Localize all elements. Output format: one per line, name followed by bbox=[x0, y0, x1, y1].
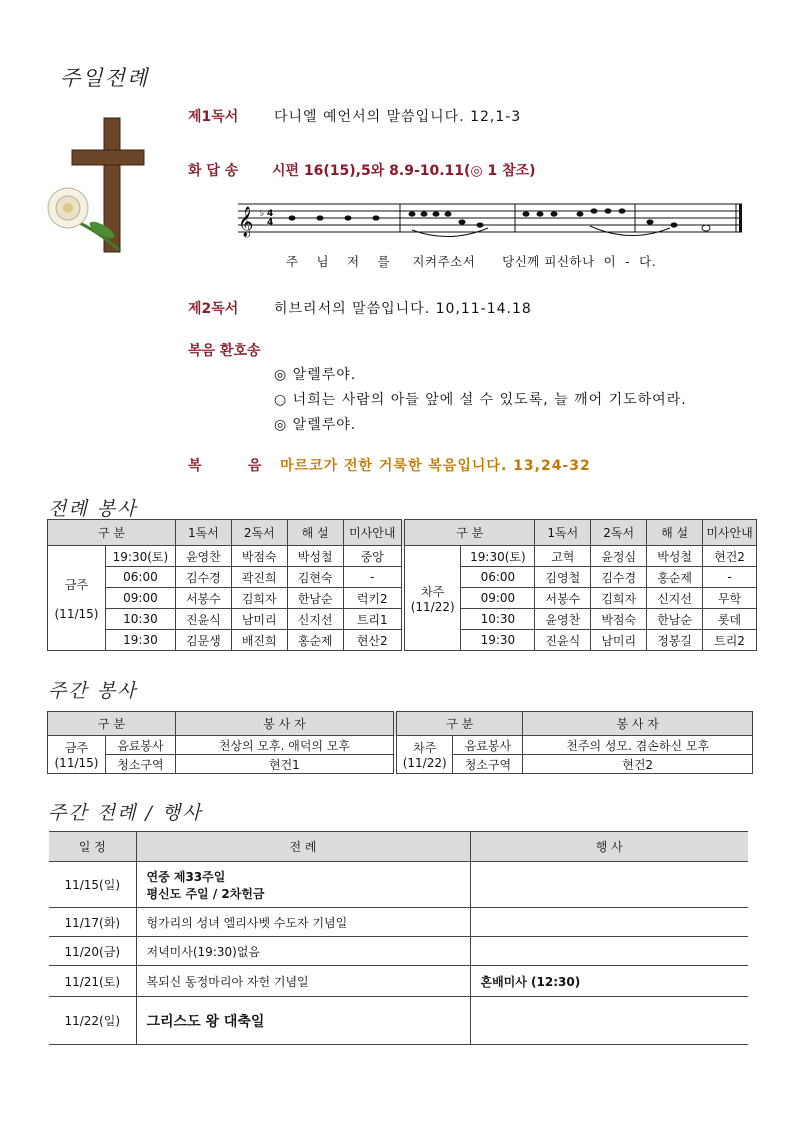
cell: 천주의 성모. 겸손하신 모후 bbox=[523, 736, 753, 755]
table-row bbox=[49, 997, 748, 1045]
event-name bbox=[470, 862, 748, 908]
next-week-cell bbox=[395, 736, 453, 774]
weekly-header-category: 구 분 bbox=[48, 712, 176, 736]
lyric: 다. bbox=[639, 254, 657, 269]
next-week-date: (11/22) bbox=[410, 599, 455, 614]
table-row bbox=[48, 567, 757, 588]
lyric: 나 bbox=[582, 254, 595, 269]
cell: 19:30(토) bbox=[461, 546, 535, 567]
cell: 윤영찬 bbox=[175, 546, 231, 567]
cell: 김희자 bbox=[231, 588, 287, 609]
cell: - bbox=[343, 567, 403, 588]
cell: 06:00 bbox=[461, 567, 535, 588]
cell: 남미리 bbox=[231, 609, 287, 630]
event-date: 11/17(화) bbox=[49, 908, 136, 937]
cell: 신지선 bbox=[647, 588, 703, 609]
acclamation-line-3: ◎ 알렐루야. bbox=[274, 417, 357, 433]
cell: 고혁 bbox=[535, 546, 591, 567]
cell: 청소구역 bbox=[453, 755, 523, 774]
lyric: 주 bbox=[437, 254, 451, 269]
next-week-label: 차주 bbox=[421, 584, 445, 599]
this-week-cell bbox=[48, 546, 106, 651]
events-header-event: 행 사 bbox=[470, 832, 748, 862]
cell: 김수경 bbox=[175, 567, 231, 588]
cell: 럭키2 bbox=[343, 588, 403, 609]
reading1-text: 다니엘 예언서의 말씀입니다. 12,1-3 bbox=[274, 109, 522, 125]
service-table bbox=[47, 519, 757, 651]
cell: 홍순제 bbox=[287, 630, 343, 651]
cell: 10:30 bbox=[461, 609, 535, 630]
acclamation-line-2: ○ 너희는 사람의 아들 앞에 설 수 있도록, 늘 깨어 기도하여라. bbox=[274, 392, 687, 408]
cell: 김수경 bbox=[591, 567, 647, 588]
cell: 김문생 bbox=[175, 630, 231, 651]
table-row bbox=[49, 966, 748, 997]
table-row bbox=[48, 588, 757, 609]
cell: 홍순제 bbox=[647, 567, 703, 588]
cell: 19:30 bbox=[461, 630, 535, 651]
psalm-music-staff bbox=[230, 190, 750, 254]
cell: 박성철 bbox=[647, 546, 703, 567]
event-name bbox=[470, 908, 748, 937]
cell: 무학 bbox=[703, 588, 757, 609]
service-header-reading1: 1독서 bbox=[535, 520, 591, 546]
cell: 06:00 bbox=[105, 567, 175, 588]
cell: 음료봉사 bbox=[453, 736, 523, 755]
cell: 박점숙 bbox=[231, 546, 287, 567]
lyric: 피 bbox=[544, 254, 557, 269]
service-header-commentary: 해 설 bbox=[287, 520, 343, 546]
next-week-date: (11/22) bbox=[402, 756, 447, 770]
event-liturgy-line1: 연중 제33주일 bbox=[146, 869, 226, 884]
cross-flower-illustration bbox=[44, 112, 148, 254]
cell: 곽진희 bbox=[231, 567, 287, 588]
cell: 현건1 bbox=[175, 755, 395, 774]
cell: 서봉수 bbox=[175, 588, 231, 609]
lyric: 당 bbox=[502, 254, 515, 269]
this-week-label: 금주 bbox=[64, 741, 89, 755]
lyric: 를 bbox=[377, 254, 391, 269]
cell: 청소구역 bbox=[105, 755, 175, 774]
event-liturgy: 그리스도 왕 대축일 bbox=[136, 997, 470, 1045]
lyric: 서 bbox=[462, 254, 476, 269]
service-heading: 전례 봉사 bbox=[48, 498, 138, 520]
cell: 한남순 bbox=[287, 588, 343, 609]
cell: 박성철 bbox=[287, 546, 343, 567]
cell: 현건2 bbox=[703, 546, 757, 567]
events-table bbox=[49, 831, 748, 1045]
weekly-table bbox=[47, 711, 753, 774]
event-liturgy: 저녁미사(19:30)없음 bbox=[136, 937, 470, 966]
cell: 김희자 bbox=[591, 588, 647, 609]
cell: - bbox=[703, 567, 757, 588]
svg-text:♭: ♭ bbox=[260, 209, 265, 219]
gospel-label-b: 음 bbox=[248, 458, 262, 474]
lyric: 하 bbox=[569, 254, 583, 269]
cell: 서봉수 bbox=[535, 588, 591, 609]
table-row bbox=[48, 546, 757, 567]
cell: 윤정심 bbox=[591, 546, 647, 567]
cell: 김영철 bbox=[535, 567, 591, 588]
gospel-text: 마르코가 전한 거룩한 복음입니다. 13,24-32 bbox=[280, 458, 591, 474]
weekly-header-volunteer: 봉 사 자 bbox=[523, 712, 753, 736]
event-date: 11/21(토) bbox=[49, 966, 136, 997]
cell: 남미리 bbox=[591, 630, 647, 651]
cell: 음료봉사 bbox=[105, 736, 175, 755]
lyric: 이 bbox=[603, 254, 617, 269]
event-name: 혼배미사 (12:30) bbox=[470, 966, 748, 997]
event-date: 11/15(일) bbox=[49, 862, 136, 908]
cell: 10:30 bbox=[105, 609, 175, 630]
event-liturgy: 복되신 동정마리아 자헌 기념일 bbox=[136, 966, 470, 997]
events-heading: 주간 전례 / 행사 bbox=[48, 802, 203, 824]
acclamation-line-1: ◎ 알렐루야. bbox=[274, 367, 357, 383]
weekly-header-volunteer: 봉 사 자 bbox=[175, 712, 395, 736]
cell: 19:30(토) bbox=[105, 546, 175, 567]
liturgy-heading: 주일전례 bbox=[60, 66, 150, 90]
event-name bbox=[470, 937, 748, 966]
event-liturgy bbox=[136, 862, 470, 908]
cell: 윤영찬 bbox=[535, 609, 591, 630]
event-name bbox=[470, 997, 748, 1045]
event-liturgy-line2: 평신도 주일 / 2차헌금 bbox=[146, 886, 265, 901]
event-date: 11/22(일) bbox=[49, 997, 136, 1045]
cell: 트리1 bbox=[343, 609, 403, 630]
cell: 진윤식 bbox=[175, 609, 231, 630]
table-row bbox=[49, 937, 748, 966]
cell: 신지선 bbox=[287, 609, 343, 630]
cell: 롯데 bbox=[703, 609, 757, 630]
cell: 중앙 bbox=[343, 546, 403, 567]
lyric: 소 bbox=[450, 254, 463, 269]
cell: 한남순 bbox=[647, 609, 703, 630]
service-header-reading2: 2독서 bbox=[591, 520, 647, 546]
gospel-label-a: 복 bbox=[188, 458, 202, 474]
table-row bbox=[48, 609, 757, 630]
lyric: 주 bbox=[286, 254, 299, 269]
events-header-date: 일 정 bbox=[49, 832, 136, 862]
cell: 배진희 bbox=[231, 630, 287, 651]
cell: 현산2 bbox=[343, 630, 403, 651]
service-header-commentary: 해 설 bbox=[647, 520, 703, 546]
cell: 박점숙 bbox=[591, 609, 647, 630]
reading1-label: 제1독서 bbox=[188, 109, 239, 125]
table-row bbox=[48, 630, 757, 651]
reading2-text: 히브리서의 말씀입니다. 10,11-14.18 bbox=[274, 301, 532, 317]
cell: 천상의 모후. 애덕의 모후 bbox=[175, 736, 395, 755]
events-header-liturgy: 전 례 bbox=[136, 832, 470, 862]
service-header-usher: 미사안내 bbox=[703, 520, 757, 546]
lyric: 님 bbox=[316, 254, 330, 269]
next-week-label: 차주 bbox=[413, 741, 437, 755]
psalm-text: 시편 16(15),5와 8.9-10.11(◎ 1 참조) bbox=[272, 163, 536, 179]
event-date: 11/20(금) bbox=[49, 937, 136, 966]
lyric: 켜 bbox=[424, 254, 438, 269]
lyric: 신 bbox=[556, 254, 570, 269]
cell: 정봉길 bbox=[647, 630, 703, 651]
cell: 김현숙 bbox=[287, 567, 343, 588]
psalm-lyrics bbox=[286, 252, 656, 270]
lyric: - bbox=[625, 254, 631, 269]
cell: 트리2 bbox=[703, 630, 757, 651]
event-liturgy: 헝가리의 성녀 엘리사벳 수도자 기념일 bbox=[136, 908, 470, 937]
this-week-label: 금주 bbox=[64, 577, 89, 592]
svg-text:4: 4 bbox=[267, 209, 274, 219]
acclamation-label: 복음 환호송 bbox=[188, 343, 261, 359]
weekly-header-category: 구 분 bbox=[395, 712, 523, 736]
lyric: 저 bbox=[346, 254, 360, 269]
cell: 현건2 bbox=[523, 755, 753, 774]
service-header-category: 구 분 bbox=[48, 520, 176, 546]
this-week-cell bbox=[48, 736, 106, 774]
this-week-date: (11/15) bbox=[54, 606, 99, 621]
service-header-category: 구 분 bbox=[403, 520, 535, 546]
lyric: 신 bbox=[514, 254, 528, 269]
svg-text:𝄞: 𝄞 bbox=[238, 207, 254, 237]
cell: 진윤식 bbox=[535, 630, 591, 651]
cell: 09:00 bbox=[105, 588, 175, 609]
cell: 09:00 bbox=[461, 588, 535, 609]
service-header-usher: 미사안내 bbox=[343, 520, 403, 546]
cell: 19:30 bbox=[105, 630, 175, 651]
lyric: 께 bbox=[527, 254, 540, 269]
table-row bbox=[48, 736, 753, 755]
table-row bbox=[49, 908, 748, 937]
psalm-label: 화 답 송 bbox=[188, 163, 239, 179]
next-week-cell bbox=[403, 546, 461, 651]
service-header-reading1: 1독서 bbox=[175, 520, 231, 546]
this-week-date: (11/15) bbox=[54, 756, 99, 770]
service-header-reading2: 2독서 bbox=[231, 520, 287, 546]
lyric: 지 bbox=[412, 254, 425, 269]
weekly-heading: 주간 봉사 bbox=[48, 680, 138, 702]
table-row bbox=[49, 862, 748, 908]
svg-text:4: 4 bbox=[267, 218, 274, 228]
reading2-label: 제2독서 bbox=[188, 301, 239, 317]
